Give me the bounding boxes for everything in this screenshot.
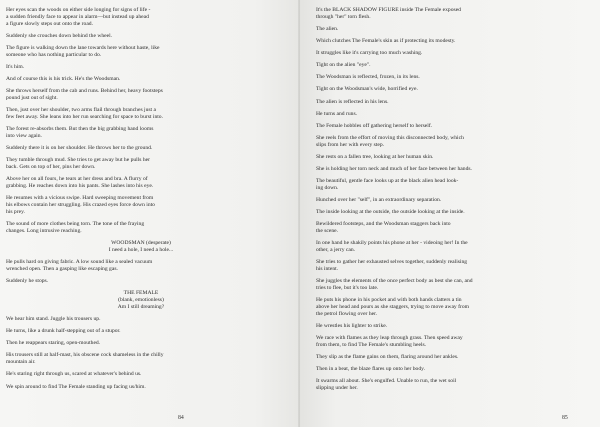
text-line: Her eyes scan the woods on either side longing for signs of life - bbox=[6, 7, 151, 13]
paragraph bbox=[6, 316, 276, 323]
paragraph bbox=[316, 135, 586, 149]
paragraph bbox=[316, 111, 586, 118]
paragraph bbox=[316, 166, 586, 173]
text-line: The sound of more clothes being torn. The tone of the fraying bbox=[6, 221, 145, 228]
text-line: They slip as the flame gains on them, flaring around her ankles. bbox=[316, 354, 459, 361]
paragraph bbox=[316, 7, 586, 21]
text-line: I need a hole, I need a hole... bbox=[108, 247, 174, 254]
text-line: It's him. bbox=[6, 64, 25, 70]
text-line: Tight on the Woodsman's wide, horrified eye. bbox=[316, 86, 418, 93]
paragraph bbox=[6, 126, 276, 140]
text-line: few feet away. She leans into her run searching for space to burst into. bbox=[6, 114, 163, 121]
text-line: Suddenly there it is on her shoulder. He throws her to the ground. bbox=[6, 145, 153, 152]
text-line: THE FEMALE bbox=[123, 290, 159, 297]
paragraph bbox=[316, 278, 586, 292]
text-line: a sudden friendly face to appear in alarm—but instead up ahead bbox=[6, 13, 149, 20]
text-line: She is holding her torn neck and much of her face between her hands. bbox=[316, 165, 472, 172]
text-line: He's staring right through us, scared at whatever's behind us. bbox=[6, 371, 142, 378]
text-line: They tumble through mud. She tries to get away but he pulls her bbox=[6, 157, 151, 164]
text-line: We spin around to find The Female standing up facing us/him. bbox=[6, 383, 146, 390]
paragraph bbox=[316, 50, 586, 57]
text-line: Then he reappears staring, open-mouthed. bbox=[6, 340, 101, 347]
text-line: wrenched open. Then a gasping like escaping gas. bbox=[6, 266, 118, 273]
text-line: He pulls hard on giving fabric. A low sound like a sealed vacuum bbox=[6, 259, 153, 266]
paragraph bbox=[6, 107, 276, 121]
paragraph bbox=[316, 197, 586, 204]
text-line: Suddenly she crouches down behind the wheel. bbox=[6, 32, 113, 39]
text-line: tries to flee, but it's too late. bbox=[316, 285, 379, 292]
text-line: above her head and pours as she staggers, trying to move away from bbox=[316, 304, 470, 311]
text-line: back. Gets on top of her, pins her down. bbox=[6, 164, 96, 171]
text-line: his prey. bbox=[6, 209, 25, 216]
paragraph bbox=[316, 74, 586, 81]
text-line: the petrol flowing over her. bbox=[316, 311, 378, 318]
text-line: mountain air. bbox=[6, 359, 36, 366]
text-line: We hear him stand. Juggle his trousers up. bbox=[6, 316, 101, 323]
text-line: from them, to find The Female's stumbling heels. bbox=[316, 342, 427, 349]
paragraph bbox=[316, 323, 586, 330]
text-line: He turns, like a drunk half-stepping out of a stupor. bbox=[6, 328, 121, 335]
paragraph bbox=[316, 62, 586, 69]
text-line: pound just out of sight. bbox=[6, 95, 58, 102]
text-line: His trousers still at half-mast, his obscene cock shameless in the chilly bbox=[6, 352, 164, 359]
dialogue-block bbox=[6, 240, 276, 254]
text-line: The inside looking at the outside, the outside looking at the inside. bbox=[316, 209, 465, 216]
paragraph bbox=[316, 99, 586, 106]
paragraph bbox=[6, 352, 276, 366]
text-line: into view again. bbox=[6, 133, 42, 140]
text-line: a figure slowly steps out onto the road. bbox=[6, 20, 93, 27]
text-line: The beautiful, gentle face looks up at the black alien head look- bbox=[316, 178, 459, 185]
paragraph bbox=[6, 45, 276, 59]
text-line: (blank, emotionless) bbox=[118, 297, 164, 304]
text-line: slips from her with every step. bbox=[316, 141, 385, 148]
text-line: She throws herself from the cab and runs. Behind her, heavy footsteps bbox=[6, 88, 163, 95]
right-page bbox=[300, 0, 600, 427]
paragraph bbox=[316, 240, 586, 254]
text-line: grabbing. He reaches down into his pants. She lashes into his eye. bbox=[6, 183, 154, 190]
text-line: It swarms all about. She's engulfed. Unable to run, the wet soil bbox=[316, 378, 457, 385]
paragraph bbox=[316, 86, 586, 93]
text-line: She tries to gather her exhausted selves together, suddenly realising bbox=[316, 259, 468, 266]
paragraph bbox=[316, 335, 586, 349]
text-line: Hunched over her "self", in an extraordinary separation. bbox=[316, 197, 442, 204]
text-line: And of course this is his trick. He's the Woodsman. bbox=[6, 76, 121, 83]
paragraph bbox=[6, 88, 276, 102]
text-line: She juggles the elements of the once perfect body as best she can, and bbox=[316, 278, 473, 285]
text-line: It's the BLACK SHADOW FIGURE inside The Female exposed bbox=[316, 7, 461, 13]
text-line: Then, just over her shoulder, two arms flail through branches just a bbox=[6, 107, 156, 114]
dialogue-block bbox=[6, 290, 276, 311]
paragraph bbox=[316, 154, 586, 161]
paragraph bbox=[316, 297, 586, 318]
page-number: 84 bbox=[178, 415, 184, 421]
paragraph bbox=[6, 371, 276, 378]
text-line: We race with flames as they leap through grass. Then speed away bbox=[316, 335, 463, 342]
paragraph bbox=[6, 278, 276, 285]
paragraph bbox=[316, 178, 586, 192]
text-line: slipping under her. bbox=[316, 385, 358, 392]
paragraph bbox=[6, 76, 276, 83]
text-line: In one hand he shakily points his phone at her - videoing her! In the bbox=[316, 240, 468, 247]
text-line: Bewildered footsteps, and the Woodsman staggers back into bbox=[316, 221, 451, 228]
text-line: The alien is reflected in his lens. bbox=[316, 98, 389, 105]
text-line: The forest re-absorbs them. But then the big grabbing hand looms bbox=[6, 126, 154, 133]
paragraph bbox=[316, 38, 586, 45]
text-line: through "her" torn flesh. bbox=[316, 13, 371, 20]
paragraph bbox=[6, 176, 276, 190]
paragraph bbox=[316, 209, 586, 216]
text-line: It struggles like it's carrying too much washing. bbox=[316, 50, 423, 57]
text-line: Am I still dreaming? bbox=[117, 304, 165, 311]
paragraph bbox=[6, 145, 276, 152]
paragraph bbox=[316, 221, 586, 235]
text-line: WOODSMAN (desperate) bbox=[111, 240, 171, 247]
text-line: Suddenly he stops. bbox=[6, 278, 49, 285]
text-line: other, a jerry can. bbox=[316, 247, 356, 254]
paragraph bbox=[6, 7, 276, 28]
text-line: Tight on the alien "eye". bbox=[316, 62, 371, 69]
text-line: The Woodsman is reflected, frozen, in its lens. bbox=[316, 74, 420, 81]
paragraph bbox=[6, 328, 276, 335]
page-number: 85 bbox=[562, 415, 568, 421]
text-line: Above her on all fours, he tears at her dress and bra. A flurry of bbox=[6, 176, 148, 183]
text-line: He turns and runs. bbox=[316, 110, 358, 117]
paragraph bbox=[6, 384, 276, 391]
paragraph bbox=[316, 354, 586, 361]
paragraph bbox=[316, 26, 586, 33]
paragraph bbox=[316, 123, 586, 130]
text-line: He resumes with a vicious swipe. Hard sweeping movement from bbox=[6, 195, 154, 202]
text-line: someone who has nothing particular to do. bbox=[6, 51, 102, 58]
text-line: She reels from the effort of moving this disconnected body, which bbox=[316, 134, 464, 141]
text-line: his elbows contain her struggling. His crazed eyes force down into bbox=[6, 202, 155, 209]
text-line: The Female hobbles off gathering herself to herself. bbox=[316, 122, 433, 129]
paragraph bbox=[6, 195, 276, 216]
text-line: She rests on a fallen tree, looking at her human skin. bbox=[316, 153, 434, 160]
paragraph bbox=[316, 378, 586, 392]
paragraph bbox=[316, 259, 586, 273]
text-line: The figure is walking down the lane towards here without haste, like bbox=[6, 45, 160, 51]
text-line: Then in a beat, the blaze flares up onto her body. bbox=[316, 366, 425, 373]
paragraph bbox=[316, 366, 586, 373]
text-line: ing down. bbox=[316, 184, 339, 191]
paragraph bbox=[6, 221, 276, 235]
text-line: He puts his phone in his pocket and with both hands clatters a tin bbox=[316, 297, 462, 304]
paragraph bbox=[6, 64, 276, 71]
text-line: The alien. bbox=[316, 26, 339, 32]
paragraph bbox=[6, 340, 276, 347]
text-line: changes. Long intrusive reaching. bbox=[6, 228, 82, 235]
text-line: his intent. bbox=[316, 266, 339, 273]
text-line: Which clutches The Female's skin as if protecting its modesty. bbox=[316, 38, 456, 45]
text-line: He wrestles his lighter to strike. bbox=[316, 323, 388, 330]
paragraph bbox=[6, 157, 276, 171]
text-line: the scene. bbox=[316, 228, 339, 235]
paragraph bbox=[6, 259, 276, 273]
paragraph bbox=[6, 33, 276, 40]
